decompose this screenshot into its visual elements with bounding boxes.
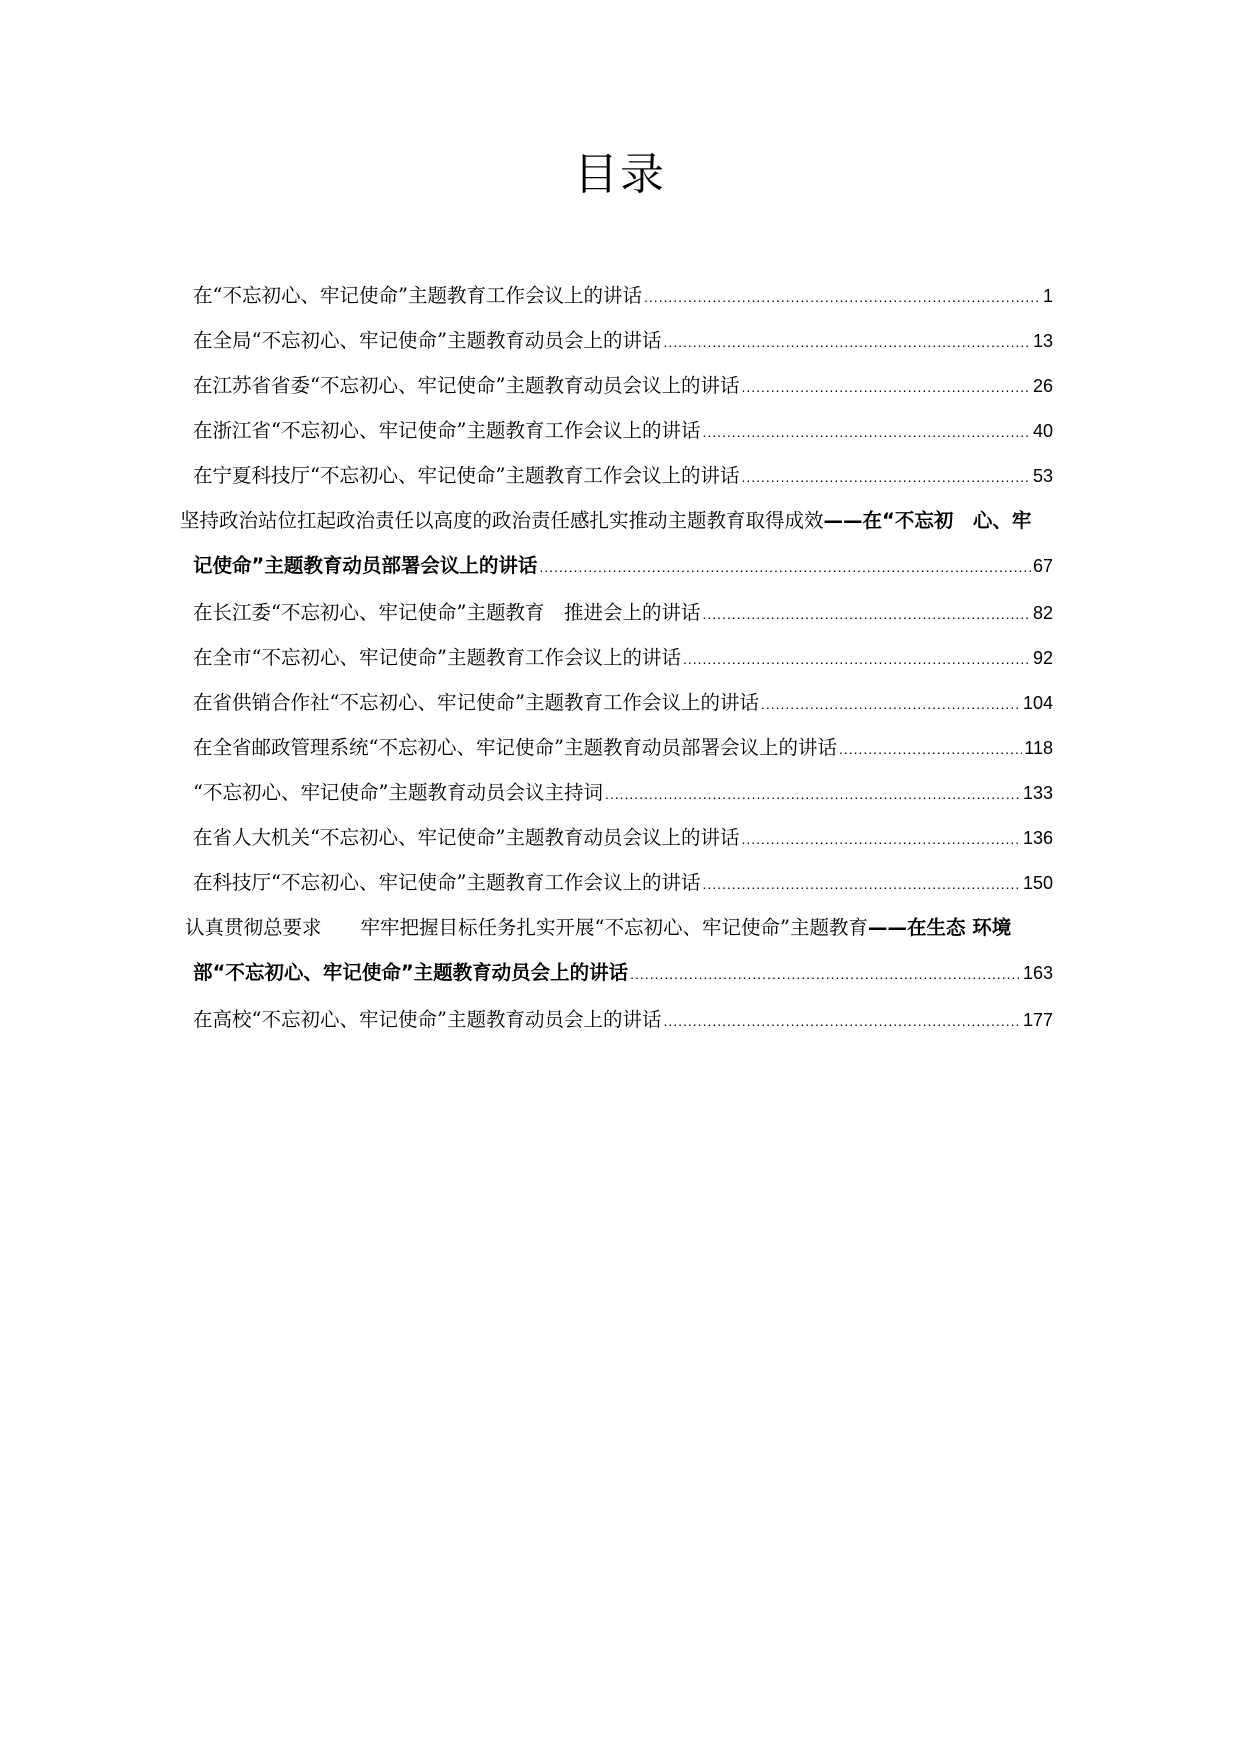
toc-entry[interactable] — [193, 283, 1053, 310]
toc-entry[interactable] — [193, 328, 1053, 355]
toc-page-number: 177 — [1022, 1010, 1053, 1030]
toc-page-number: 118 — [1024, 738, 1053, 758]
toc-entry-title: 认真贯彻总要求 牢牢把握目标任务扎实开展“不忘初心、牢记使命”主题教育 — [185, 916, 868, 939]
toc-entry-title: 在宁夏科技厅“不忘初心、牢记使命”主题教育工作会议上的讲话 — [193, 464, 740, 487]
toc-leader-dots — [702, 871, 1021, 897]
toc-entry[interactable] — [193, 373, 1053, 400]
toc-entry-subtitle: 部“不忘初心、牢记使命”主题教育动员会上的讲话 — [193, 961, 629, 984]
toc-entry[interactable] — [193, 825, 1053, 852]
toc-leader-dots — [630, 961, 1021, 987]
toc-leader-dots — [741, 826, 1021, 852]
toc-entry-subtitle: ——在生态 环境 — [867, 916, 1012, 939]
toc-leader-dots — [839, 736, 1022, 762]
toc-entry[interactable] — [193, 1007, 1053, 1034]
toc-entry[interactable] — [193, 870, 1053, 897]
toc-page-number: 104 — [1022, 693, 1053, 713]
toc-leader-dots — [761, 691, 1021, 717]
toc-page-number: 163 — [1022, 963, 1053, 983]
toc-entry[interactable] — [193, 960, 1053, 987]
toc-entry[interactable] — [193, 418, 1053, 445]
toc-entry-title: 坚持政治站位扛起政治责任以高度的政治责任感扎实推动主题教育取得成效 — [180, 509, 824, 532]
toc-leader-dots — [663, 329, 1031, 355]
toc-page-number: 40 — [1032, 421, 1053, 441]
toc-entry-first-line[interactable] — [185, 915, 1011, 941]
toc-entry-title: 在长江委“不忘初心、牢记使命”主题教育 推进会上的讲话 — [193, 601, 701, 624]
toc-entry-title: 在全省邮政管理系统“不忘初心、牢记使命”主题教育动员部署会议上的讲话 — [193, 736, 837, 759]
toc-leader-dots — [741, 374, 1031, 400]
toc-leader-dots — [605, 781, 1021, 807]
toc-entry-title: 在省供销合作社“不忘初心、牢记使命”主题教育工作会议上的讲话 — [193, 691, 759, 714]
toc-page-number: 13 — [1032, 331, 1053, 351]
toc-entry[interactable] — [193, 690, 1053, 717]
toc-entry-title: 在浙江省“不忘初心、牢记使命”主题教育工作会议上的讲话 — [193, 419, 701, 442]
toc-entry-title: 在全局“不忘初心、牢记使命”主题教育动员会上的讲话 — [193, 329, 662, 352]
toc-leader-dots — [644, 284, 1041, 310]
toc-entry[interactable] — [193, 553, 1053, 580]
toc-entry-subtitle: 记使命”主题教育动员部署会议上的讲话 — [193, 554, 538, 577]
toc-leader-dots — [663, 1008, 1021, 1034]
toc-page-number: 92 — [1032, 648, 1053, 668]
toc-entry[interactable] — [193, 780, 1053, 807]
toc-page-number: 67 — [1032, 556, 1053, 576]
toc-entry-title: 在省人大机关“不忘初心、牢记使命”主题教育动员会议上的讲话 — [193, 826, 740, 849]
toc-entry[interactable] — [193, 463, 1053, 490]
toc-page-number: 1 — [1042, 286, 1053, 306]
toc-entry-title: “不忘初心、牢记使命”主题教育动员会议主持词 — [193, 781, 603, 804]
toc-entry-title: 在高校“不忘初心、牢记使命”主题教育动员会上的讲话 — [193, 1008, 662, 1031]
toc-page-number: 150 — [1022, 873, 1053, 893]
toc-page-number: 53 — [1032, 466, 1053, 486]
page-title: 目录 — [574, 149, 666, 200]
toc-page-number: 136 — [1022, 828, 1053, 848]
toc-entry-title: 在全市“不忘初心、牢记使命”主题教育工作会议上的讲话 — [193, 646, 681, 669]
toc-entry-title: 在“不忘初心、牢记使命”主题教育工作会议上的讲话 — [193, 284, 642, 307]
toc-leader-dots — [539, 554, 1031, 580]
toc-entry-title: 在江苏省省委“不忘初心、牢记使命”主题教育动员会议上的讲话 — [193, 374, 740, 397]
toc-leader-dots — [683, 646, 1031, 672]
toc-entry[interactable] — [193, 645, 1053, 672]
toc-entry-title: 在科技厅“不忘初心、牢记使命”主题教育工作会议上的讲话 — [193, 871, 701, 894]
toc-entry-first-line[interactable] — [180, 508, 1031, 534]
toc-page-number: 26 — [1032, 376, 1053, 396]
toc-leader-dots — [702, 419, 1031, 445]
toc-entry[interactable] — [193, 735, 1053, 762]
toc-entry-subtitle: ——在“不忘初 心、牢 — [823, 509, 1032, 532]
toc-leader-dots — [741, 464, 1031, 490]
toc-page-number: 133 — [1022, 783, 1053, 803]
toc-entry[interactable] — [193, 600, 1053, 627]
toc-page-number: 82 — [1032, 603, 1053, 623]
toc-leader-dots — [702, 601, 1031, 627]
